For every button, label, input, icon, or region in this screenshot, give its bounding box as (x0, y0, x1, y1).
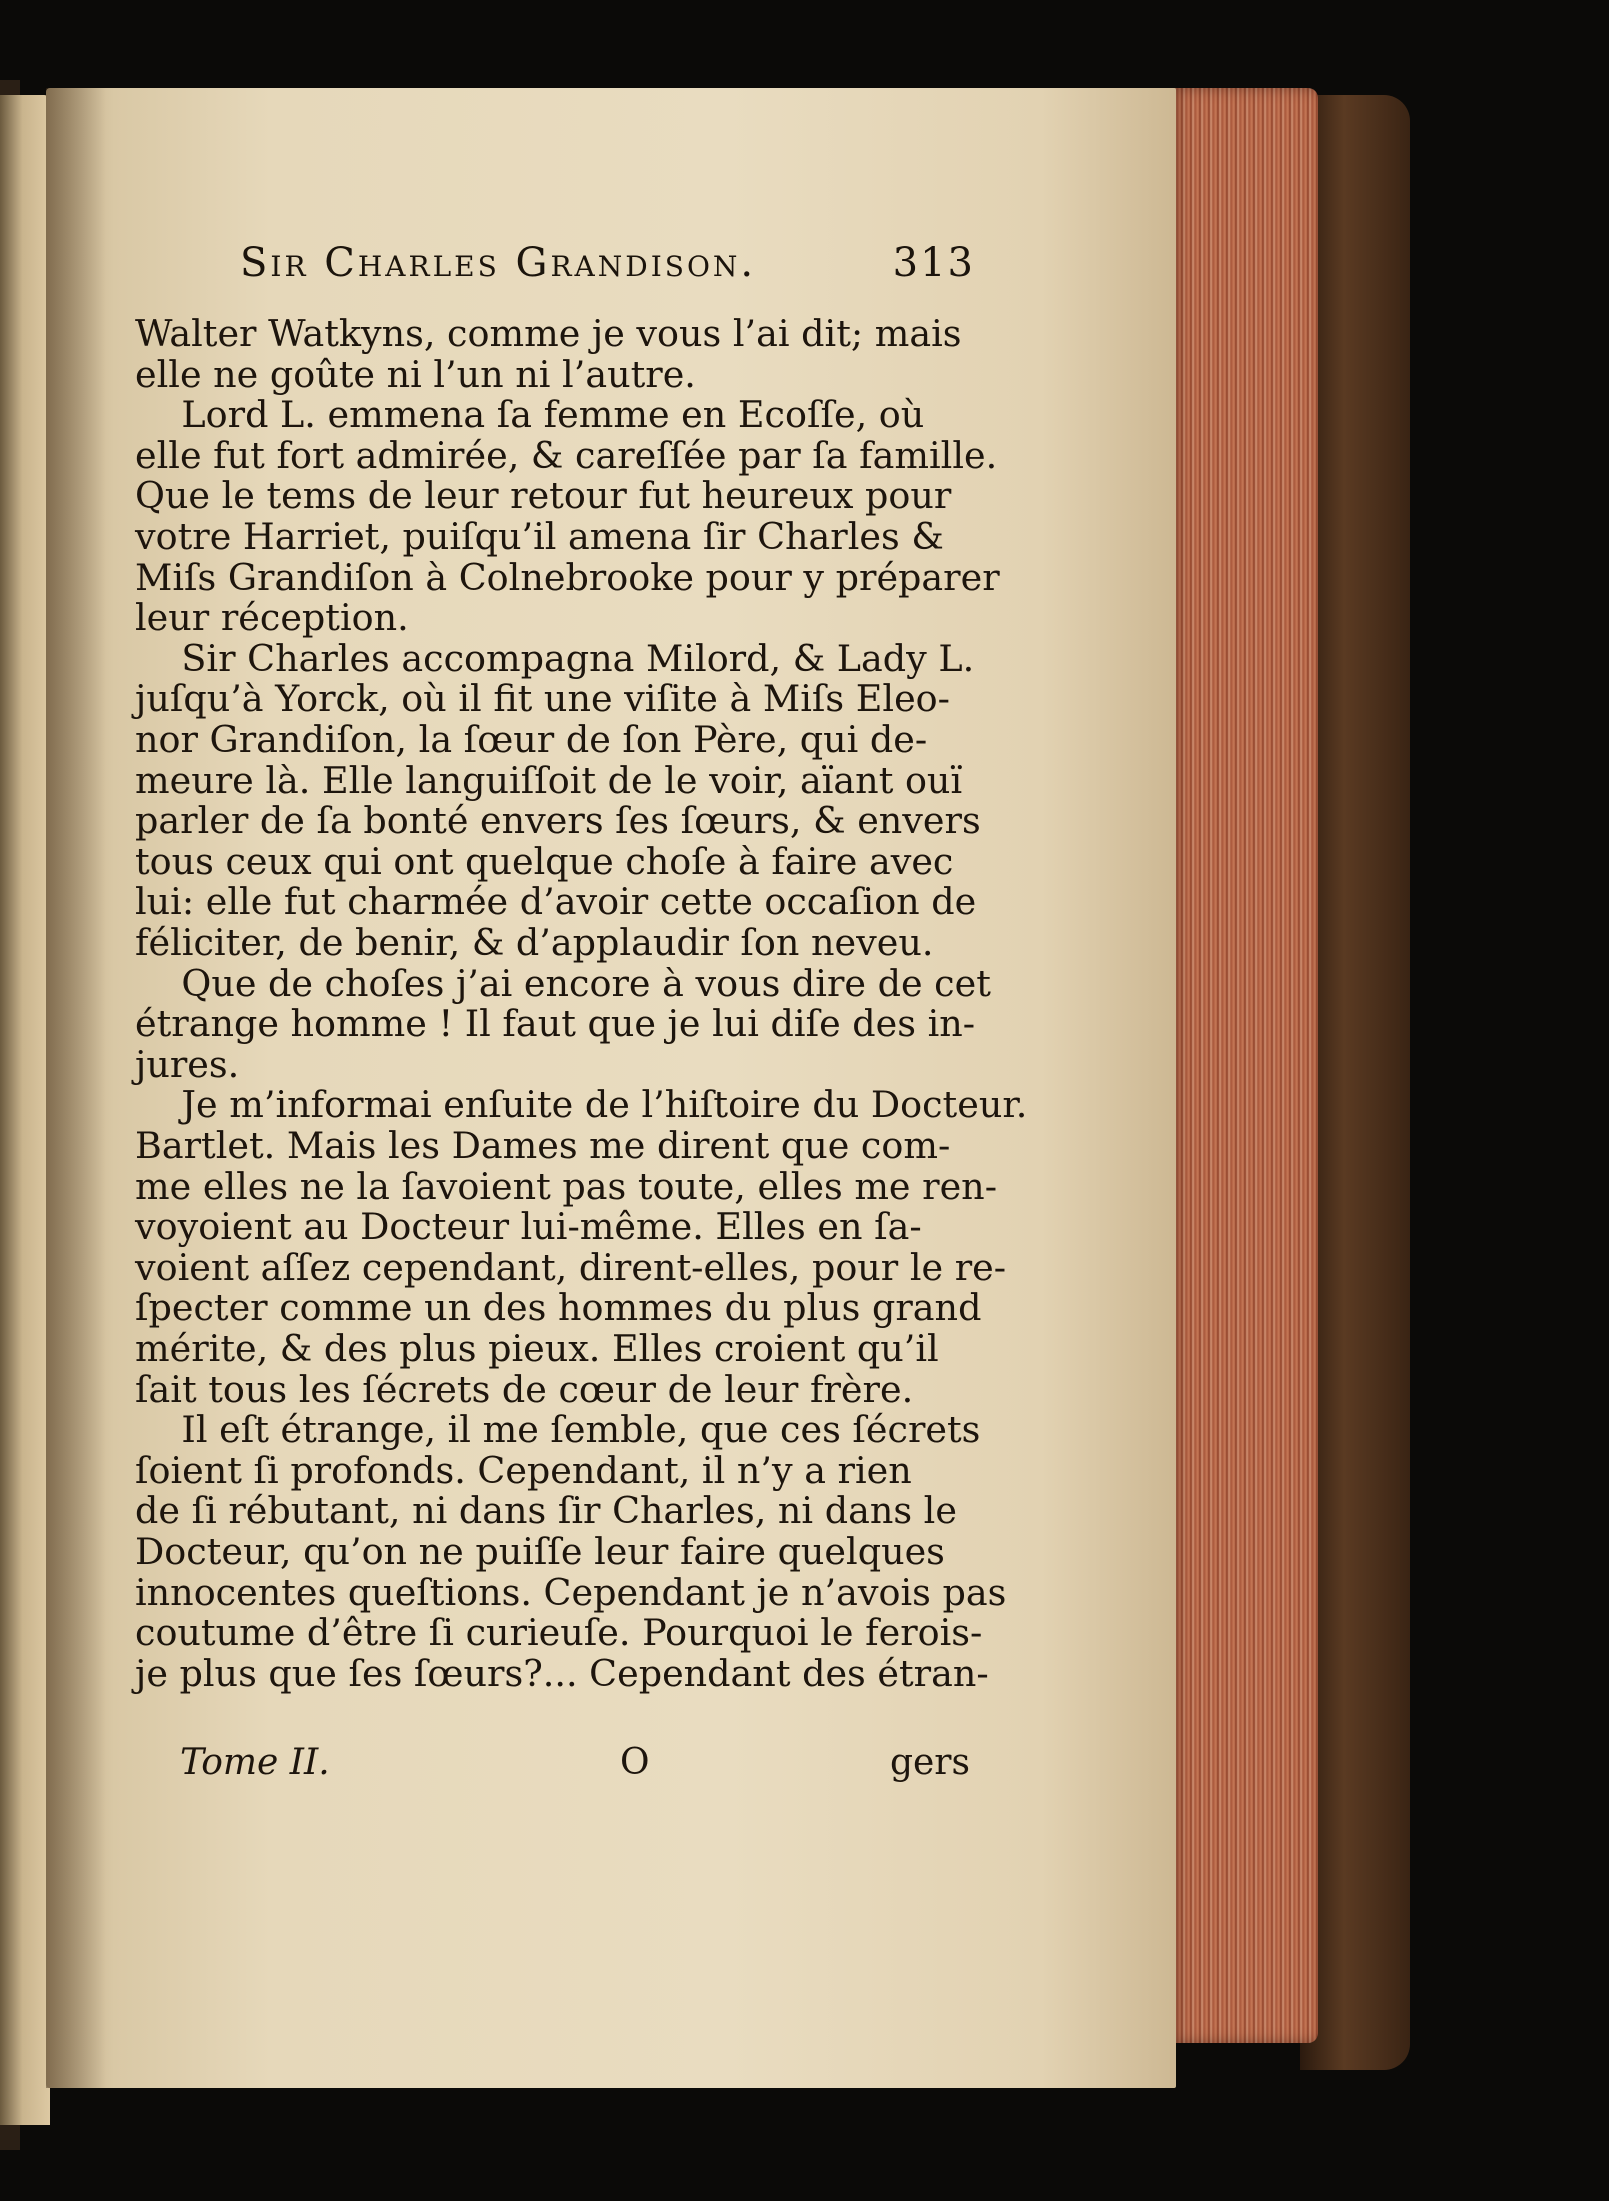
page-footer (180, 1742, 970, 1792)
text-line: voyoient au Docteur lui-même. Elles en ſa- (135, 1205, 922, 1249)
text-line: de ſi rébutant, ni dans ſir Charles, ni dans le (135, 1489, 957, 1533)
text-line: parler de ſa bonté envers ſes ſœurs, & envers (135, 799, 981, 843)
text-line: Lord L. emmena ſa femme en Ecoſſe, où (135, 393, 925, 437)
text-line: innocentes queſtions. Cependant je n’avois pas (135, 1570, 1007, 1614)
page-fore-edge (1168, 88, 1318, 2043)
text-line: coutume d’être ſi curieuſe. Pourquoi le ferois- (135, 1611, 983, 1655)
text-line: elle ne goûte ni l’un ni l’autre. (135, 352, 696, 396)
text-line: votre Harriet, puiſqu’il amena ſir Charles & (135, 515, 944, 558)
volume-mark: Tome II. (180, 1742, 330, 1783)
text-line: ſoient ſi profonds. Cependant, il n’y a rien (135, 1448, 912, 1492)
text-line: lui: elle fut charmée d’avoir cette occaſion de (135, 880, 977, 924)
text-line: Il eſt étrange, il me ſemble, que ces ſécrets (135, 1408, 981, 1452)
text-line: Que de choſes j’ai encore à vous dire de cet (135, 961, 991, 1005)
text-line: Miſs Grandiſon à Colnebrooke pour y préparer (135, 555, 1000, 599)
text-line: voient aſſez cependant, dirent-elles, pour le re- (135, 1245, 1007, 1289)
text-line: Je m’informai enſuite de l’hiſtoire du Docteur. (135, 1083, 1028, 1127)
running-title: Sir Charles Grandison. (240, 240, 757, 286)
text-line: Bartlet. Mais les Dames me dirent que com- (135, 1124, 951, 1167)
text-line: mérite, & des plus pieux. Elles croient qu’il (135, 1327, 939, 1370)
text-line: meure là. Elle languiſſoit de le voir, aïant ouï (135, 758, 963, 802)
text-line: ſait tous les ſécrets de cœur de leur frère. (135, 1367, 914, 1411)
text-line: leur réception. (135, 596, 409, 640)
catchword: gers (889, 1742, 970, 1783)
text-line: Docteur, qu’on ne puiſſe leur faire quelques (135, 1530, 945, 1573)
text-line: juſqu’à Yorck, où il fit une viſite à Miſs Eleo- (135, 677, 950, 721)
text-line: étrange homme ! Il faut que je lui diſe des in- (135, 1002, 976, 1046)
facing-page-edge (0, 95, 50, 2125)
text-line: Que le tems de leur retour fut heureux pour (135, 474, 952, 518)
text-line: ſpecter comme un des hommes du plus grand (135, 1286, 982, 1330)
signature-mark: O (620, 1742, 650, 1783)
text-line: tous ceux qui ont quelque choſe à faire avec (135, 839, 954, 883)
text-line: jures. (135, 1042, 240, 1086)
page-gutter-shadow (46, 88, 106, 2088)
text-line: je plus que ſes ſœurs?... Cependant des étran- (135, 1651, 989, 1695)
page-number: 313 (892, 240, 975, 286)
text-line: Walter Watkyns, comme je vous l’ai dit; mais (135, 312, 962, 355)
text-line: féliciter, de benir, & d’applaudir ſon neveu. (135, 921, 934, 964)
text-line: Sir Charles accompagna Milord, & Lady L. (135, 636, 975, 680)
text-line: nor Grandiſon, la ſœur de ſon Père, qui de- (135, 718, 928, 761)
text-line: elle fut fort admirée, & careſſée par ſa famille. (135, 433, 998, 477)
text-line: me elles ne la ſavoient pas toute, elles me ren- (135, 1164, 998, 1208)
running-head (240, 240, 975, 302)
